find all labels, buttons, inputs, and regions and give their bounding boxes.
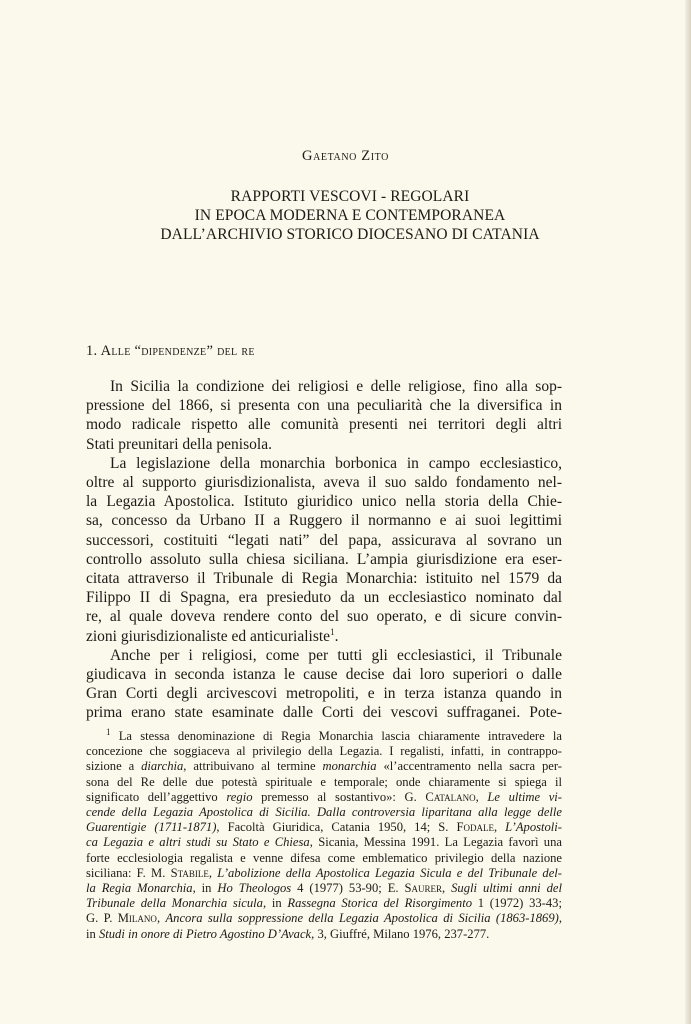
section-heading: 1. Alle “dipendenze” del re xyxy=(86,343,255,359)
footnote xyxy=(86,726,563,942)
body-line: sa, concesso da Urbano II a Ruggero il normanno e ai suoi legittimi xyxy=(86,512,562,530)
footnote-line: $^1$ La stessa denominazione di Regia Monarchia lascia chiaramente intravedere la xyxy=(106,726,562,743)
footnote-line: ca Legazia e altri studi su Stato e Chiesa, Sicania, Messina 1991. La Legazia favorì una xyxy=(86,835,562,850)
article-title xyxy=(60,187,640,244)
footnote-line: concezione che soggiaceva al privilegio della Legazia. I regalisti, infatti, in contrappo- xyxy=(86,744,562,759)
footnote-reference: 1 xyxy=(330,626,335,637)
body-line: oltre al supporto giurisdizionalista, aveva il suo saldo fondamento nel- xyxy=(86,474,562,492)
body-line: pressione del 1866, si presenta con una peculiarità che la diversifica in xyxy=(86,397,562,415)
body-line: Anche per i religiosi, come per tutti gli ecclesiastici, il Tribunale xyxy=(110,646,562,664)
footnote-line: Guarentigie (1711-1871), Facoltà Giuridica, Catania 1950, 14; S. Fodale, L’Apostoli- xyxy=(86,820,562,835)
footnote-line: significato dell’aggettivo regio premesso al sostantivo»: G. Catalano, Le ultime vi- xyxy=(86,789,563,804)
body-line: citata attraverso il Tribunale di Regia Monarchia: istituito nel 1579 da xyxy=(86,570,562,588)
footnote-line: la Regia Monarchia, in Ho Theologos 4 (1977) 53-90; E. Saurer, Sugli ultimi anni del xyxy=(86,881,562,896)
title-line: IN EPOCA MODERNA E CONTEMPORANEA xyxy=(194,207,506,224)
body-line: la Legazia Apostolica. Istituto giuridico unico nella storia della Chie- xyxy=(86,493,562,511)
footnote-line: sizione a diarchia, attribuivano al termine monarchia «l’accentramento nella sacra per- xyxy=(86,759,562,774)
body-line: In Sicilia la condizione dei religiosi e delle religiose, fino alla sop- xyxy=(110,378,562,395)
body-line: giudicava in seconda istanza le cause decise dai loro superiori o dalle xyxy=(86,666,562,684)
body-line: Stati preunitari della penisola. xyxy=(86,435,272,453)
body-line: modo radicale rispetto alle comunità presenti nei territori degli altri xyxy=(86,416,562,434)
body-line-text: zioni giurisdizionaliste ed anticurialiste xyxy=(86,627,331,645)
body-line: successori, costituiti “legati nati” del papa, assicurava al sovrano un xyxy=(86,531,562,549)
footnote-line: siciliana: F. M. Stabile, L’abolizione della Apostolica Legazia Sicula e del Tribunale del- xyxy=(86,865,562,880)
footnote-line: Tribunale della Monarchia sicula, in Rassegna Storica del Risorgimento 1 (1972) 33-43; xyxy=(86,896,562,911)
footnote-line: in Studi in onore di Pietro Agostino D’Avack, 3, Giuffré, Milano 1976, 237-277. xyxy=(86,926,490,941)
author-name: Gaetano Zito xyxy=(302,148,389,164)
title-line: RAPPORTI VESCOVI - REGOLARI xyxy=(230,188,470,205)
footnote-line: sona del Re delle due potestà spirituale e temporale; onde chiaramente si spiega il xyxy=(86,774,562,789)
body-line: Gran Corti degli arcivescovi metropoliti, e in terza istanza quando in xyxy=(86,685,562,703)
body-line: zioni giurisdizionaliste ed anticurialiste$^1$. xyxy=(86,626,339,645)
footnote-line: cende della Legazia Apostolica di Sicilia. Dalla controversia liparitana alla legge delle xyxy=(86,805,562,820)
body-line: prima erano state esaminate dalle Corti dei vescovi suffraganei. Pote- xyxy=(86,704,562,722)
body-line: La legislazione della monarchia borbonica in campo ecclesiastico, xyxy=(110,454,562,472)
footnote-line: G. P. Milano, Ancora sulla soppressione della Legazia Apostolica di Sicilia (1863-1869), xyxy=(86,911,563,926)
body-text xyxy=(86,377,562,723)
footnote-marker: 1 xyxy=(106,726,111,737)
body-line: Filippo II di Spagna, era presieduto da un ecclesiastico nominato dal xyxy=(86,589,562,607)
footnote-line: forte ecclesiologia regalista e venne difesa come emblematico privilegio della nazione xyxy=(86,850,562,865)
body-line: controllo assoluto sulla chiesa siciliana. L’ampia giurisdizione era eser- xyxy=(86,550,562,568)
title-line: DALL’ARCHIVIO STORICO DIOCESANO DI CATANIA xyxy=(160,226,540,243)
body-line: re, al quale doveva rendere conto del suo operato, e di sicure convin- xyxy=(86,608,562,626)
